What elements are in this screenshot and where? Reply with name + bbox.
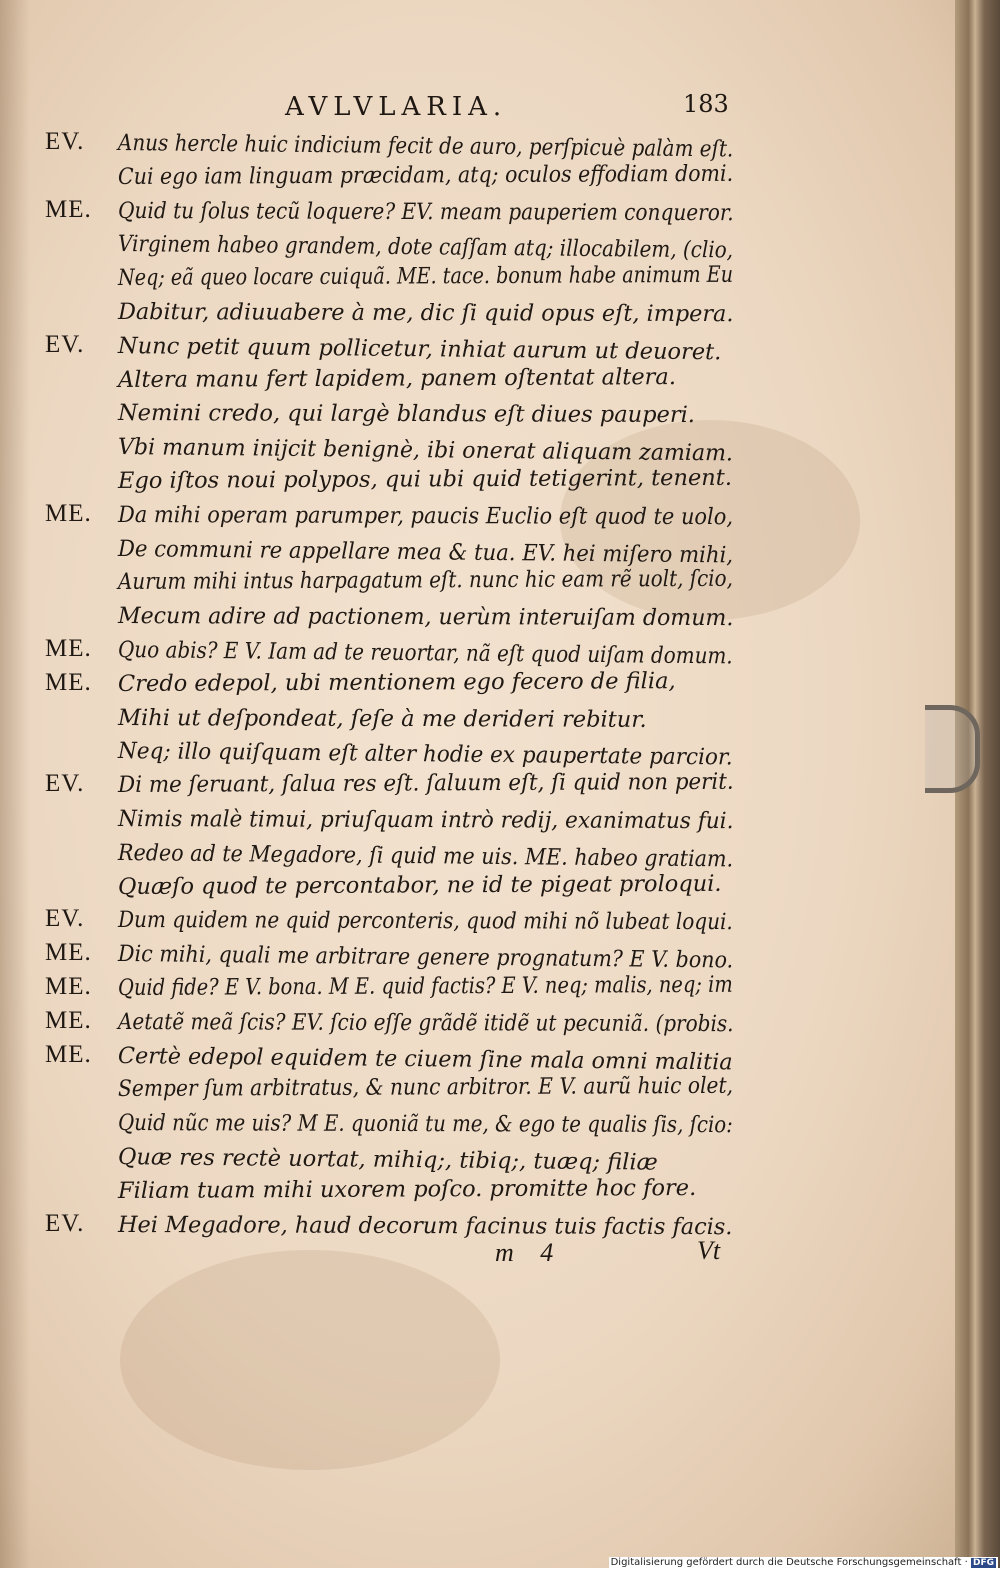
verse-line: Quæſo quod te percontabor, ne id te pigeat proloqui. [117,870,722,900]
verse-line: Nunc petit quum pollicetur, inhiat aurum ut deuoret. [117,332,722,366]
dfg-credit: Digitalisierung gefördert durch die Deutsche Forschungsgemeinschaft · DFG [609,1557,998,1568]
verse-line: Nemini credo, qui largè blandus eſt diues pauperi. [117,400,695,429]
verse-line: Credo edepol, ubi mentionem ego fecero de filia, [117,667,676,697]
verse-line: Vbi manum inijcit benignè, ibi onerat aliquam zamiam. [117,434,734,467]
verse-line: Neq; eã queo locare cuiquã. ME. tace. bonum habe animum Eu [117,261,734,292]
verse-line: Redeo ad te Megadore, ſi quid me uis. ME. habeo gratiam. [117,839,734,873]
verse-line: Ego iſtos noui polypos, qui ubi quid tetigerint, tenent. [117,464,733,494]
speaker-label: EV. [45,330,85,358]
verse-line: De communi re appellare mea & tua. EV. hei miſero mihi, [117,535,734,569]
speaker-label: ME. [45,939,92,967]
verse-line: Quid fide? E V. bona. M E. quid factis? E V. neq; malis, neq; im [117,971,733,1001]
verse-line: Da mihi operam parumper, paucis Euclio eſt quod te uolo, [117,501,734,530]
speaker-label: EV. [45,905,85,933]
verse-line: Certè edepol equidem te ciuem ſine mala omni malitia [117,1042,733,1076]
speaker-label: EV. [45,128,85,155]
verse-line: Hei Megadore, haud decorum facinus tuis factis facis. [117,1211,733,1240]
verse-line: Dic mihi, quali me arbitrare genere prognatum? E V. bono. [117,941,734,974]
speaker-label: ME. [45,1040,92,1068]
verse-line: Cui ego iam linguam præcidam, atq; oculos effodiam domi. [117,160,734,190]
verse-line: Altera manu fert lapidem, panem oſtentat altera. [117,363,677,393]
verse-line: Aetatẽ meã ſcis? EV. ſcio eſſe grãdẽ itidẽ ut pecuniã. (probis. [117,1008,734,1037]
gutter-shadow [0,0,30,1568]
paper-stain [120,1250,500,1470]
running-head: AVLVLARIA. [285,92,508,122]
speaker-label: ME. [45,499,92,527]
speaker-label: EV. [45,770,85,798]
catchword: Vt [697,1236,721,1265]
speaker-label: EV. [45,1209,85,1237]
signature-mark: m 4 [495,1238,564,1267]
verse-line: Quæ res rectè uortat, mihiq;, tibiq;, tuæq; filiæ [117,1144,658,1176]
verse-line: Neq; illo quiſquam eſt alter hodie ex paupertate parcior. [117,738,733,771]
verse-line: Quid nũc me uis? M E. quoniã tu me, & ego te qualis ſis, ſcio: [117,1110,733,1139]
verse-line: Quo abis? E V. Iam ad te reuortar, nã eſt quod uiſam domum. [117,637,733,670]
folio-number: 183 [683,90,729,118]
speaker-label: ME. [45,1006,92,1034]
verse-line: Aurum mihi intus harpagatum eſt. nunc hic eam rẽ uolt, ſcio, [117,566,733,596]
verse-line: Dum quidem ne quid perconteris, quod mihi nõ lubeat loqui. [117,907,733,936]
footer-bar [0,1568,1000,1576]
verse-line: Filiam tuam mihi uxorem poſco. promitte hoc fore. [117,1174,697,1204]
page-clip [925,705,980,793]
verse-line: Quid tu ſolus tecũ loquere? EV. meam pauperiem conqueror. [117,197,734,226]
speaker-label: ME. [45,668,92,696]
verse-line: Dabitur, adiuuabere à me, dic ſi quid opus eſt, impera. [117,299,734,328]
dfg-logo: DFG [972,1558,994,1568]
verse-line: Mecum adire ad pactionem, uerùm interuiſam domum. [117,603,734,632]
verse-line: Di me ſeruant, ſalua res eſt. ſaluum eſt, ſi quid non perit. [117,768,734,799]
verse-line: Nimis malè timui, priuſquam intrò redij, exanimatus fui. [117,806,734,835]
speaker-label: ME. [45,635,92,662]
speaker-label: ME. [45,195,92,223]
verse-line: Anus hercle huic indicium fecit de auro, perſpicuè palàm eſt. [117,130,734,163]
verse-line: Virginem habeo grandem, dote caſſam atq; illocabilem, (clio, [117,231,734,264]
credit-text: Digitalisierung gefördert durch die Deutsche Forschungsgemeinschaft [610,1557,962,1568]
verse-line: Mihi ut deſpondeat, ſeſe à me derideri rebitur. [117,704,647,733]
verse-line: Semper ſum arbitratus, & nunc arbitror. E V. aurũ huic olet, [117,1073,734,1103]
speaker-label: ME. [45,973,92,1000]
